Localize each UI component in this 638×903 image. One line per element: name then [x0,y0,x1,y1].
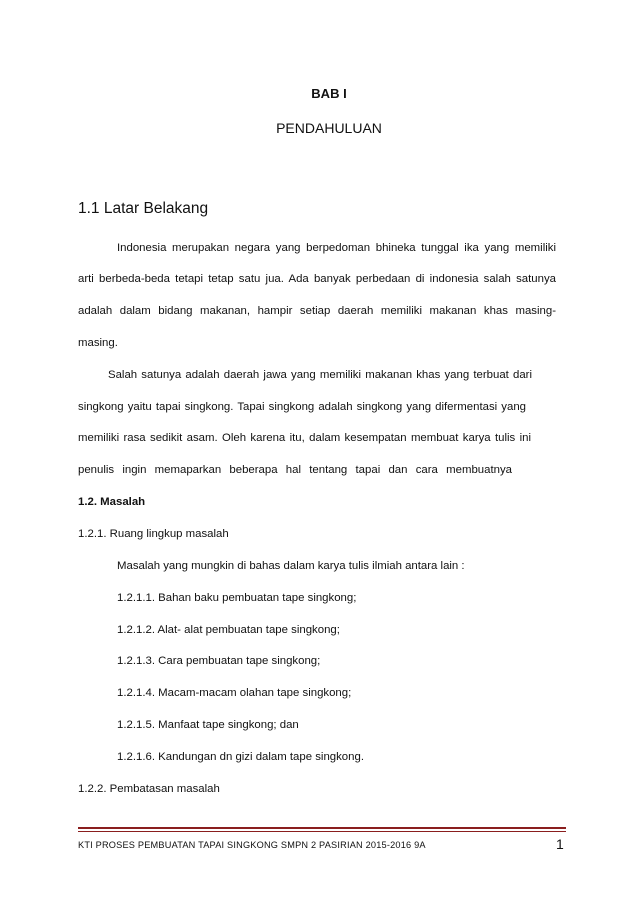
footer-rule [78,827,566,829]
paragraph2-line-4: penulis ingin memaparkan beberapa hal tentang tapai dan cara membuatnya [78,464,512,476]
paragraph1-line-1: Indonesia merupakan negara yang berpedoman bhineka tunggal ika yang memiliki [117,242,556,254]
chapter-title: PENDAHULUAN [276,120,382,136]
paragraph1-line-4: masing. [78,337,118,349]
scope-title: 1.2.1. Ruang lingkup masalah [78,528,229,540]
paragraph1-line-2: arti berbeda-beda tetapi tetap satu jua. Ada banyak perbedaan di indonesia salah satunya [78,273,556,285]
footer-text: KTI PROSES PEMBUATAN TAPAI SINGKONG SMPN 2 PASIRIAN 2015-2016 9A [78,840,426,850]
page-number: 1 [556,836,564,852]
subsection-title: 1.2. Masalah [78,496,146,508]
limits-title: 1.2.2. Pembatasan masalah [78,783,220,795]
scope-item: 1.2.1.6. Kandungan dn gizi dalam tape singkong. [117,751,364,763]
footer-rule-thin [78,831,566,832]
section-title: 1.1 Latar Belakang [78,200,209,217]
chapter-heading: BAB I [311,86,347,101]
paragraph2-line-2: singkong yaitu tapai singkong. Tapai singkong adalah singkong yang difermentasi yang [78,401,526,413]
scope-item: 1.2.1.1. Bahan baku pembuatan tape singkong; [117,592,357,604]
scope-item: 1.2.1.4. Macam-macam olahan tape singkong; [117,687,352,699]
scope-intro: Masalah yang mungkin di bahas dalam karya tulis ilmiah antara lain : [117,560,465,572]
paragraph2-line-3: memiliki rasa sedikit asam. Oleh karena itu, dalam kesempatan membuat karya tulis ini [78,432,531,444]
paragraph1-line-3: adalah dalam bidang makanan, hampir setiap daerah memiliki makanan khas masing- [78,305,556,317]
scope-item: 1.2.1.2. Alat- alat pembuatan tape singkong; [117,624,340,636]
paragraph2-line-1: Salah satunya adalah daerah jawa yang memiliki makanan khas yang terbuat dari [108,369,532,381]
scope-item: 1.2.1.3. Cara pembuatan tape singkong; [117,655,321,667]
scope-item: 1.2.1.5. Manfaat tape singkong; dan [117,719,299,731]
